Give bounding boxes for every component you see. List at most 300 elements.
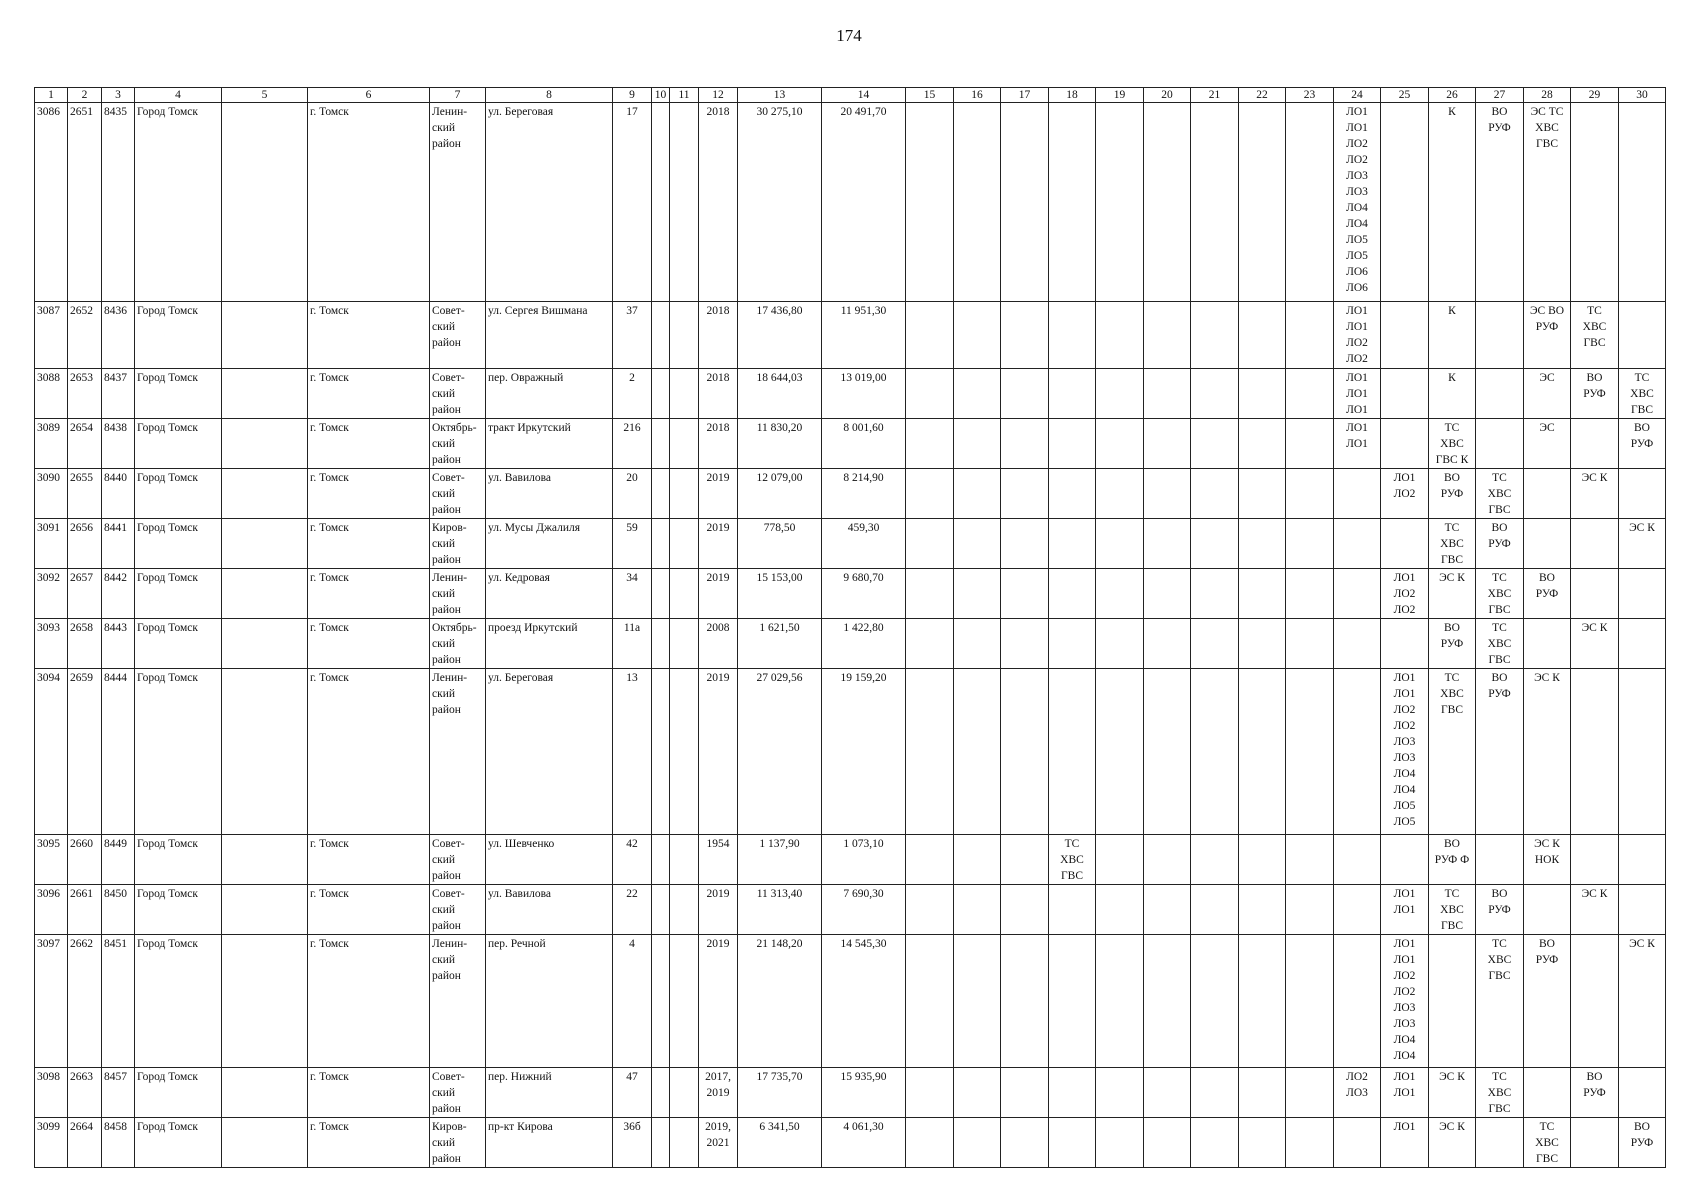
cell-col-2: 2661 [68, 885, 102, 935]
cell-col-28 [1524, 619, 1571, 669]
table-row [35, 519, 1666, 569]
cell-col-30 [1619, 1068, 1666, 1118]
cell-col-27: ВО РУФ [1476, 669, 1524, 835]
cell-col-15 [906, 619, 954, 669]
cell-col-21 [1191, 885, 1239, 935]
cell-col-2: 2655 [68, 469, 102, 519]
cell-col-28 [1524, 469, 1571, 519]
column-number-9: 9 [613, 88, 652, 103]
cell-col-2: 2651 [68, 103, 102, 302]
cell-col-12: 2017, 2019 [699, 1068, 738, 1118]
cell-col-5 [222, 1118, 308, 1168]
cell-col-7: Совет- ский район [430, 369, 486, 419]
cell-col-15 [906, 835, 954, 885]
cell-col-5 [222, 103, 308, 302]
cell-col-12: 1954 [699, 835, 738, 885]
cell-col-24 [1334, 669, 1381, 835]
cell-col-13: 17 436,80 [738, 302, 822, 369]
cell-col-17 [1001, 885, 1049, 935]
cell-col-22 [1239, 369, 1286, 419]
cell-col-6: г. Томск [308, 935, 430, 1068]
cell-col-7: Киров- ский район [430, 1118, 486, 1168]
cell-col-9: 2 [613, 369, 652, 419]
table-row [35, 885, 1666, 935]
table-row [35, 1118, 1666, 1168]
cell-col-17 [1001, 935, 1049, 1068]
column-number-1: 1 [35, 88, 68, 103]
table-row [35, 669, 1666, 835]
cell-col-28: ЭС К [1524, 669, 1571, 835]
cell-col-9: 42 [613, 835, 652, 885]
cell-col-10 [652, 302, 670, 369]
cell-col-16 [954, 369, 1001, 419]
cell-col-15 [906, 669, 954, 835]
cell-col-2: 2663 [68, 1068, 102, 1118]
cell-col-23 [1286, 369, 1334, 419]
cell-col-17 [1001, 669, 1049, 835]
cell-col-26: ВО РУФ [1429, 619, 1476, 669]
cell-col-25 [1381, 835, 1429, 885]
cell-col-21 [1191, 619, 1239, 669]
cell-col-29 [1571, 519, 1619, 569]
cell-col-13: 1 621,50 [738, 619, 822, 669]
cell-col-29: ЭС К [1571, 619, 1619, 669]
cell-col-25: ЛО1 ЛО2 [1381, 469, 1429, 519]
cell-col-25 [1381, 519, 1429, 569]
cell-col-24 [1334, 569, 1381, 619]
cell-col-16 [954, 1118, 1001, 1168]
table-row [35, 935, 1666, 1068]
cell-col-15 [906, 519, 954, 569]
cell-col-16 [954, 619, 1001, 669]
cell-col-10 [652, 885, 670, 935]
cell-col-22 [1239, 619, 1286, 669]
cell-col-13: 21 148,20 [738, 935, 822, 1068]
cell-col-2: 2653 [68, 369, 102, 419]
cell-col-16 [954, 302, 1001, 369]
cell-col-21 [1191, 103, 1239, 302]
cell-col-26: ТС ХВС ГВС К [1429, 419, 1476, 469]
cell-col-5 [222, 1068, 308, 1118]
cell-col-26: ВО РУФ [1429, 469, 1476, 519]
cell-col-26: ТС ХВС ГВС [1429, 519, 1476, 569]
cell-col-13: 1 137,90 [738, 835, 822, 885]
table-row [35, 103, 1666, 302]
cell-col-21 [1191, 569, 1239, 619]
cell-col-15 [906, 369, 954, 419]
cell-col-17 [1001, 1068, 1049, 1118]
column-number-28: 28 [1524, 88, 1571, 103]
cell-col-6: г. Томск [308, 835, 430, 885]
cell-col-17 [1001, 1118, 1049, 1168]
cell-col-5 [222, 835, 308, 885]
cell-col-15 [906, 1068, 954, 1118]
cell-col-29: ЭС К [1571, 469, 1619, 519]
cell-col-3: 8437 [102, 369, 135, 419]
cell-col-1: 3098 [35, 1068, 68, 1118]
cell-col-10 [652, 419, 670, 469]
cell-col-22 [1239, 935, 1286, 1068]
cell-col-13: 17 735,70 [738, 1068, 822, 1118]
cell-col-3: 8435 [102, 103, 135, 302]
cell-col-9: 216 [613, 419, 652, 469]
cell-col-25: ЛО1 ЛО1 [1381, 885, 1429, 935]
cell-col-22 [1239, 469, 1286, 519]
cell-col-11 [670, 935, 699, 1068]
cell-col-24: ЛО2 ЛО3 [1334, 1068, 1381, 1118]
cell-col-3: 8451 [102, 935, 135, 1068]
cell-col-8: ул. Шевченко [486, 835, 613, 885]
cell-col-8: пер. Нижний [486, 1068, 613, 1118]
cell-col-30: ВО РУФ [1619, 1118, 1666, 1168]
cell-col-20 [1144, 935, 1191, 1068]
cell-col-6: г. Томск [308, 302, 430, 369]
column-number-10: 10 [652, 88, 670, 103]
cell-col-30: ВО РУФ [1619, 419, 1666, 469]
cell-col-24: ЛО1 ЛО1 ЛО2 ЛО2 [1334, 302, 1381, 369]
cell-col-17 [1001, 469, 1049, 519]
cell-col-16 [954, 469, 1001, 519]
cell-col-29 [1571, 419, 1619, 469]
cell-col-7: Октябрь- ский район [430, 419, 486, 469]
cell-col-26: ЭС К [1429, 1118, 1476, 1168]
cell-col-4: Город Томск [135, 885, 222, 935]
cell-col-11 [670, 103, 699, 302]
cell-col-9: 37 [613, 302, 652, 369]
cell-col-25 [1381, 369, 1429, 419]
table-row [35, 1068, 1666, 1118]
cell-col-18 [1049, 419, 1096, 469]
cell-col-3: 8442 [102, 569, 135, 619]
cell-col-10 [652, 1118, 670, 1168]
cell-col-6: г. Томск [308, 519, 430, 569]
cell-col-19 [1096, 569, 1144, 619]
cell-col-8: тракт Иркутский [486, 419, 613, 469]
cell-col-10 [652, 569, 670, 619]
cell-col-25 [1381, 619, 1429, 669]
cell-col-10 [652, 1068, 670, 1118]
cell-col-28: ЭС [1524, 369, 1571, 419]
cell-col-23 [1286, 1068, 1334, 1118]
cell-col-2: 2657 [68, 569, 102, 619]
cell-col-15 [906, 935, 954, 1068]
cell-col-1: 3091 [35, 519, 68, 569]
cell-col-7: Совет- ский район [430, 885, 486, 935]
cell-col-8: пр-кт Кирова [486, 1118, 613, 1168]
cell-col-22 [1239, 519, 1286, 569]
column-number-25: 25 [1381, 88, 1429, 103]
cell-col-17 [1001, 302, 1049, 369]
table-row [35, 569, 1666, 619]
cell-col-18 [1049, 935, 1096, 1068]
cell-col-19 [1096, 302, 1144, 369]
cell-col-8: пер. Овражный [486, 369, 613, 419]
cell-col-22 [1239, 835, 1286, 885]
cell-col-16 [954, 835, 1001, 885]
cell-col-11 [670, 519, 699, 569]
cell-col-27: ТС ХВС ГВС [1476, 935, 1524, 1068]
cell-col-21 [1191, 835, 1239, 885]
register-table [34, 87, 1666, 1168]
cell-col-8: ул. Сергея Вишмана [486, 302, 613, 369]
cell-col-25: ЛО1 ЛО1 ЛО2 ЛО2 ЛО3 ЛО3 ЛО4 ЛО4 ЛО5 ЛО5 [1381, 669, 1429, 835]
cell-col-23 [1286, 1118, 1334, 1168]
cell-col-14: 13 019,00 [822, 369, 906, 419]
cell-col-3: 8449 [102, 835, 135, 885]
cell-col-6: г. Томск [308, 669, 430, 835]
cell-col-1: 3096 [35, 885, 68, 935]
cell-col-24 [1334, 1118, 1381, 1168]
cell-col-16 [954, 419, 1001, 469]
cell-col-7: Киров- ский район [430, 519, 486, 569]
cell-col-18 [1049, 885, 1096, 935]
cell-col-8: ул. Мусы Джалиля [486, 519, 613, 569]
cell-col-4: Город Томск [135, 103, 222, 302]
cell-col-27: ВО РУФ [1476, 519, 1524, 569]
cell-col-25 [1381, 419, 1429, 469]
cell-col-17 [1001, 519, 1049, 569]
cell-col-14: 11 951,30 [822, 302, 906, 369]
cell-col-6: г. Томск [308, 419, 430, 469]
cell-col-5 [222, 302, 308, 369]
cell-col-26: К [1429, 103, 1476, 302]
cell-col-26: ТС ХВС ГВС [1429, 669, 1476, 835]
cell-col-23 [1286, 519, 1334, 569]
cell-col-18: ТС ХВС ГВС [1049, 835, 1096, 885]
cell-col-4: Город Томск [135, 619, 222, 669]
cell-col-12: 2019, 2021 [699, 1118, 738, 1168]
cell-col-17 [1001, 103, 1049, 302]
cell-col-12: 2018 [699, 419, 738, 469]
cell-col-14: 14 545,30 [822, 935, 906, 1068]
cell-col-22 [1239, 569, 1286, 619]
cell-col-14: 19 159,20 [822, 669, 906, 835]
cell-col-9: 13 [613, 669, 652, 835]
cell-col-11 [670, 419, 699, 469]
cell-col-25 [1381, 103, 1429, 302]
column-number-29: 29 [1571, 88, 1619, 103]
cell-col-30: ЭС К [1619, 519, 1666, 569]
cell-col-12: 2019 [699, 885, 738, 935]
cell-col-26: ВО РУФ Ф [1429, 835, 1476, 885]
cell-col-16 [954, 885, 1001, 935]
cell-col-1: 3087 [35, 302, 68, 369]
cell-col-7: Совет- ский район [430, 469, 486, 519]
cell-col-18 [1049, 302, 1096, 369]
cell-col-8: ул. Кедровая [486, 569, 613, 619]
header-row [35, 88, 1666, 103]
cell-col-1: 3089 [35, 419, 68, 469]
cell-col-19 [1096, 1068, 1144, 1118]
cell-col-5 [222, 419, 308, 469]
cell-col-6: г. Томск [308, 885, 430, 935]
cell-col-4: Город Томск [135, 569, 222, 619]
cell-col-2: 2664 [68, 1118, 102, 1168]
column-number-17: 17 [1001, 88, 1049, 103]
cell-col-9: 22 [613, 885, 652, 935]
cell-col-12: 2018 [699, 369, 738, 419]
cell-col-9: 59 [613, 519, 652, 569]
cell-col-21 [1191, 935, 1239, 1068]
cell-col-18 [1049, 1068, 1096, 1118]
cell-col-25: ЛО1 ЛО1 [1381, 1068, 1429, 1118]
column-number-2: 2 [68, 88, 102, 103]
cell-col-29: ЭС К [1571, 885, 1619, 935]
column-number-6: 6 [308, 88, 430, 103]
cell-col-5 [222, 519, 308, 569]
table-row [35, 619, 1666, 669]
cell-col-25: ЛО1 ЛО1 ЛО2 ЛО2 ЛО3 ЛО3 ЛО4 ЛО4 [1381, 935, 1429, 1068]
cell-col-22 [1239, 1068, 1286, 1118]
cell-col-17 [1001, 835, 1049, 885]
cell-col-14: 459,30 [822, 519, 906, 569]
cell-col-17 [1001, 369, 1049, 419]
cell-col-24 [1334, 835, 1381, 885]
cell-col-21 [1191, 669, 1239, 835]
cell-col-10 [652, 519, 670, 569]
cell-col-16 [954, 569, 1001, 619]
column-number-11: 11 [670, 88, 699, 103]
column-number-23: 23 [1286, 88, 1334, 103]
cell-col-28: ТС ХВС ГВС [1524, 1118, 1571, 1168]
cell-col-11 [670, 302, 699, 369]
cell-col-10 [652, 103, 670, 302]
cell-col-6: г. Томск [308, 1118, 430, 1168]
cell-col-9: 34 [613, 569, 652, 619]
table-row [35, 302, 1666, 369]
column-number-4: 4 [135, 88, 222, 103]
cell-col-5 [222, 619, 308, 669]
cell-col-19 [1096, 519, 1144, 569]
cell-col-27: ТС ХВС ГВС [1476, 569, 1524, 619]
cell-col-15 [906, 469, 954, 519]
cell-col-23 [1286, 302, 1334, 369]
cell-col-16 [954, 669, 1001, 835]
cell-col-22 [1239, 103, 1286, 302]
cell-col-27: ТС ХВС ГВС [1476, 469, 1524, 519]
cell-col-5 [222, 885, 308, 935]
cell-col-29 [1571, 1118, 1619, 1168]
cell-col-10 [652, 835, 670, 885]
cell-col-24 [1334, 935, 1381, 1068]
cell-col-22 [1239, 669, 1286, 835]
cell-col-16 [954, 519, 1001, 569]
cell-col-3: 8441 [102, 519, 135, 569]
cell-col-10 [652, 669, 670, 835]
cell-col-27: ВО РУФ [1476, 103, 1524, 302]
cell-col-13: 30 275,10 [738, 103, 822, 302]
cell-col-26: К [1429, 369, 1476, 419]
cell-col-14: 8 001,60 [822, 419, 906, 469]
cell-col-12: 2019 [699, 669, 738, 835]
cell-col-28: ЭС ВО РУФ [1524, 302, 1571, 369]
cell-col-24: ЛО1 ЛО1 ЛО1 [1334, 369, 1381, 419]
cell-col-21 [1191, 469, 1239, 519]
cell-col-1: 3099 [35, 1118, 68, 1168]
cell-col-10 [652, 619, 670, 669]
cell-col-27: ТС ХВС ГВС [1476, 1068, 1524, 1118]
cell-col-3: 8443 [102, 619, 135, 669]
cell-col-29 [1571, 103, 1619, 302]
cell-col-21 [1191, 519, 1239, 569]
column-number-24: 24 [1334, 88, 1381, 103]
cell-col-4: Город Томск [135, 369, 222, 419]
column-number-27: 27 [1476, 88, 1524, 103]
cell-col-16 [954, 103, 1001, 302]
cell-col-21 [1191, 1118, 1239, 1168]
cell-col-20 [1144, 669, 1191, 835]
cell-col-28 [1524, 885, 1571, 935]
cell-col-6: г. Томск [308, 1068, 430, 1118]
cell-col-11 [670, 835, 699, 885]
cell-col-23 [1286, 103, 1334, 302]
cell-col-18 [1049, 519, 1096, 569]
cell-col-6: г. Томск [308, 569, 430, 619]
cell-col-27: ВО РУФ [1476, 885, 1524, 935]
cell-col-13: 12 079,00 [738, 469, 822, 519]
cell-col-9: 36б [613, 1118, 652, 1168]
cell-col-30 [1619, 103, 1666, 302]
cell-col-1: 3090 [35, 469, 68, 519]
cell-col-1: 3086 [35, 103, 68, 302]
cell-col-2: 2662 [68, 935, 102, 1068]
cell-col-20 [1144, 302, 1191, 369]
cell-col-12: 2019 [699, 569, 738, 619]
cell-col-23 [1286, 569, 1334, 619]
cell-col-20 [1144, 469, 1191, 519]
cell-col-13: 6 341,50 [738, 1118, 822, 1168]
column-number-12: 12 [699, 88, 738, 103]
cell-col-30 [1619, 302, 1666, 369]
cell-col-15 [906, 569, 954, 619]
cell-col-26: К [1429, 302, 1476, 369]
cell-col-24 [1334, 519, 1381, 569]
cell-col-1: 3088 [35, 369, 68, 419]
cell-col-24: ЛО1 ЛО1 [1334, 419, 1381, 469]
cell-col-3: 8458 [102, 1118, 135, 1168]
cell-col-9: 11а [613, 619, 652, 669]
cell-col-21 [1191, 302, 1239, 369]
cell-col-7: Ленин- ский район [430, 103, 486, 302]
cell-col-28: ЭС К НОК [1524, 835, 1571, 885]
cell-col-11 [670, 669, 699, 835]
cell-col-17 [1001, 419, 1049, 469]
cell-col-29 [1571, 835, 1619, 885]
cell-col-19 [1096, 419, 1144, 469]
cell-col-9: 4 [613, 935, 652, 1068]
cell-col-23 [1286, 885, 1334, 935]
cell-col-30 [1619, 669, 1666, 835]
cell-col-12: 2019 [699, 935, 738, 1068]
cell-col-2: 2660 [68, 835, 102, 885]
cell-col-30: ЭС К [1619, 935, 1666, 1068]
cell-col-7: Октябрь- ский район [430, 619, 486, 669]
cell-col-5 [222, 935, 308, 1068]
cell-col-14: 7 690,30 [822, 885, 906, 935]
cell-col-18 [1049, 669, 1096, 835]
cell-col-22 [1239, 419, 1286, 469]
cell-col-26 [1429, 935, 1476, 1068]
cell-col-14: 8 214,90 [822, 469, 906, 519]
cell-col-1: 3092 [35, 569, 68, 619]
cell-col-11 [670, 1118, 699, 1168]
cell-col-1: 3097 [35, 935, 68, 1068]
cell-col-30 [1619, 885, 1666, 935]
cell-col-23 [1286, 619, 1334, 669]
cell-col-7: Ленин- ский район [430, 569, 486, 619]
column-number-26: 26 [1429, 88, 1476, 103]
cell-col-11 [670, 1068, 699, 1118]
